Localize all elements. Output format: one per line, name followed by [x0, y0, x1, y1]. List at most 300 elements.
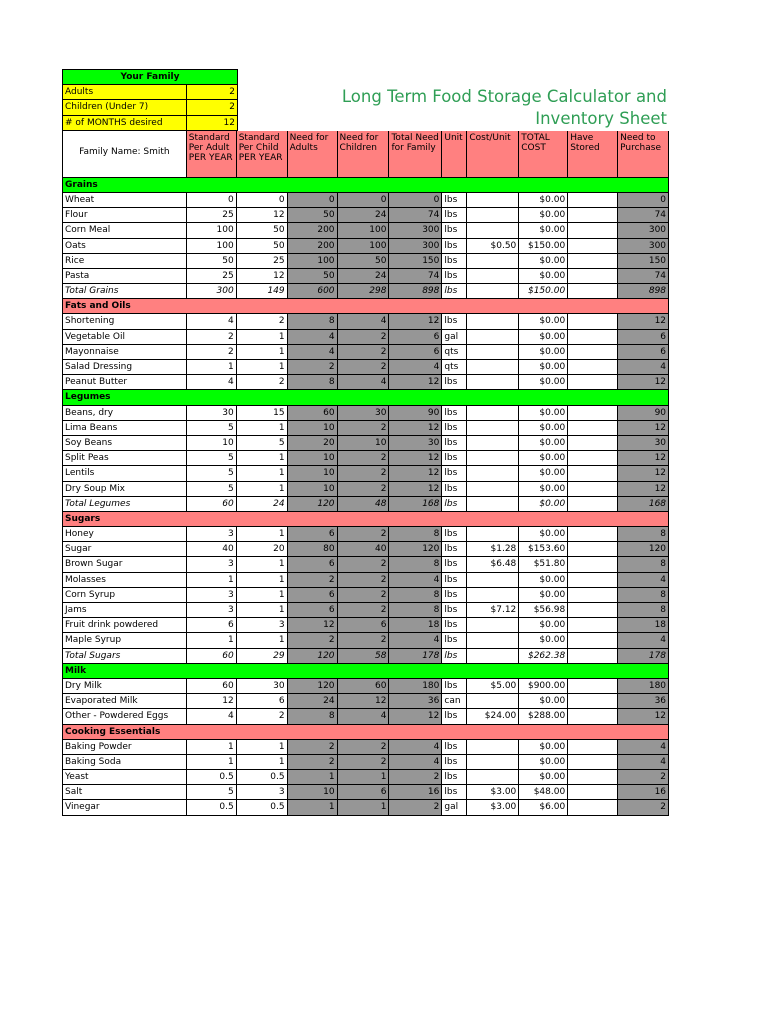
- cell-std-adult[interactable]: 100: [187, 223, 237, 238]
- cell-need-purchase: 12: [618, 709, 669, 724]
- cell-total-cost: $0.00: [519, 451, 568, 466]
- cell-cost-unit[interactable]: [467, 345, 519, 360]
- cell-std-adult[interactable]: 10: [187, 436, 237, 451]
- cell-need-adults: 6: [288, 603, 338, 618]
- cell-have-stored[interactable]: [568, 542, 618, 557]
- cell-total-cost: $0.00: [519, 208, 568, 223]
- cell-unit: lbs: [442, 314, 467, 329]
- total-row: [62, 284, 669, 299]
- cell-std-adult[interactable]: 2: [187, 345, 237, 360]
- cell-std-child[interactable]: 1: [237, 573, 288, 588]
- cell-have-stored[interactable]: [568, 269, 618, 284]
- cell-total-need: 90: [389, 406, 442, 421]
- cell-total-cost: $262.38: [519, 649, 568, 664]
- cell-std-adult[interactable]: 50: [187, 254, 237, 269]
- cell-cost-unit[interactable]: $3.00: [467, 800, 519, 815]
- cell-std-adult[interactable]: 1: [187, 360, 237, 375]
- cell-total-need: 30: [389, 436, 442, 451]
- cell-need-purchase: 898: [618, 284, 669, 299]
- table-row: [62, 360, 669, 375]
- cell-std-adult[interactable]: 3: [187, 603, 237, 618]
- cell-std-adult[interactable]: 4: [187, 314, 237, 329]
- cell-std-child[interactable]: 1: [237, 330, 288, 345]
- cell-need-children: 30: [338, 406, 390, 421]
- cell-std-adult[interactable]: 5: [187, 482, 237, 497]
- cell-have-stored[interactable]: [568, 588, 618, 603]
- table-row: [62, 618, 669, 633]
- cell-std-adult[interactable]: 1: [187, 755, 237, 770]
- cell-unit: lbs: [442, 649, 467, 664]
- cell-have-stored[interactable]: [568, 239, 618, 254]
- table-row: [62, 330, 669, 345]
- cell-item-name: Pasta: [63, 269, 187, 284]
- cell-need-purchase: 4: [618, 740, 669, 755]
- cell-total-cost: $288.00: [519, 709, 568, 724]
- cell-std-child[interactable]: 50: [237, 239, 288, 254]
- cell-need-purchase: 74: [618, 269, 669, 284]
- cell-std-adult[interactable]: 4: [187, 709, 237, 724]
- cell-cost-unit[interactable]: [467, 330, 519, 345]
- cell-need-purchase: 300: [618, 223, 669, 238]
- cell-std-adult[interactable]: 0: [187, 193, 237, 208]
- cell-need-adults: 200: [288, 223, 338, 238]
- cell-std-adult[interactable]: 60: [187, 679, 237, 694]
- cell-total-cost: $0.00: [519, 497, 568, 512]
- cell-need-children: 24: [338, 269, 390, 284]
- section-header: Cooking Essentials: [63, 725, 669, 740]
- cell-item-name: Salt: [63, 785, 187, 800]
- cell-std-adult[interactable]: 5: [187, 421, 237, 436]
- cell-have-stored[interactable]: [568, 360, 618, 375]
- cell-std-child[interactable]: 2: [237, 375, 288, 390]
- cell-std-adult[interactable]: 2: [187, 330, 237, 345]
- cell-std-child[interactable]: 1: [237, 603, 288, 618]
- cell-cost-unit[interactable]: [467, 254, 519, 269]
- cell-cost-unit[interactable]: $0.50: [467, 239, 519, 254]
- cell-std-child[interactable]: 50: [237, 223, 288, 238]
- col-need-children: Need for Children: [338, 131, 390, 178]
- cell-std-child[interactable]: 1: [237, 360, 288, 375]
- cell-need-children: 2: [338, 345, 390, 360]
- cell-unit: lbs: [442, 618, 467, 633]
- cell-have-stored[interactable]: [568, 406, 618, 421]
- cell-total-cost: $0.00: [519, 740, 568, 755]
- cell-std-adult[interactable]: 1: [187, 740, 237, 755]
- cell-unit: lbs: [442, 557, 467, 572]
- cell-have-stored: [568, 284, 618, 299]
- cell-need-adults: 10: [288, 466, 338, 481]
- cell-have-stored[interactable]: [568, 193, 618, 208]
- cell-cost-unit[interactable]: [467, 466, 519, 481]
- table-row: [62, 269, 669, 284]
- cell-have-stored[interactable]: [568, 573, 618, 588]
- cell-cost-unit: [467, 284, 519, 299]
- total-row: [62, 497, 669, 512]
- cell-total-cost: $0.00: [519, 193, 568, 208]
- section-header: Milk: [63, 664, 669, 679]
- cell-need-adults: 20: [288, 436, 338, 451]
- cell-total-cost: $0.00: [519, 770, 568, 785]
- table-row: [62, 694, 669, 709]
- cell-need-children: 0: [338, 193, 390, 208]
- cell-std-child[interactable]: 6: [237, 694, 288, 709]
- cell-std-adult[interactable]: 100: [187, 239, 237, 254]
- cell-std-child[interactable]: 30: [237, 679, 288, 694]
- cell-total-need: 18: [389, 618, 442, 633]
- cell-std-adult: 60: [187, 497, 237, 512]
- cell-total-need: 168: [389, 497, 442, 512]
- cell-total-need: 300: [389, 223, 442, 238]
- cell-std-adult[interactable]: 3: [187, 588, 237, 603]
- cell-have-stored[interactable]: [568, 421, 618, 436]
- cell-need-adults: 120: [288, 497, 338, 512]
- cell-cost-unit[interactable]: $6.48: [467, 557, 519, 572]
- cell-need-purchase: 2: [618, 770, 669, 785]
- cell-total-cost: $900.00: [519, 679, 568, 694]
- cell-cost-unit[interactable]: [467, 740, 519, 755]
- cell-std-child[interactable]: 15: [237, 406, 288, 421]
- cell-need-adults: 8: [288, 709, 338, 724]
- cell-have-stored[interactable]: [568, 618, 618, 633]
- cell-std-adult[interactable]: 5: [187, 785, 237, 800]
- cell-cost-unit[interactable]: $7.12: [467, 603, 519, 618]
- cell-cost-unit[interactable]: $24.00: [467, 709, 519, 724]
- cell-have-stored[interactable]: [568, 254, 618, 269]
- cell-need-children: 58: [338, 649, 390, 664]
- cell-std-child[interactable]: 1: [237, 451, 288, 466]
- cell-need-adults: 80: [288, 542, 338, 557]
- cell-std-child[interactable]: 1: [237, 466, 288, 481]
- cell-std-adult[interactable]: 25: [187, 269, 237, 284]
- cell-std-adult[interactable]: 3: [187, 557, 237, 572]
- cell-cost-unit[interactable]: [467, 618, 519, 633]
- cell-std-child[interactable]: 12: [237, 269, 288, 284]
- cell-item-name: Split Peas: [63, 451, 187, 466]
- cell-std-child[interactable]: 0.5: [237, 800, 288, 815]
- cell-need-purchase: 90: [618, 406, 669, 421]
- cell-unit: lbs: [442, 254, 467, 269]
- cell-cost-unit[interactable]: [467, 755, 519, 770]
- cell-need-children: 2: [338, 633, 390, 648]
- col-std-adult: Standard Per Adult PER YEAR: [187, 131, 237, 178]
- cell-have-stored: [568, 497, 618, 512]
- cell-unit: lbs: [442, 482, 467, 497]
- cell-unit: qts: [442, 360, 467, 375]
- cell-unit: lbs: [442, 527, 467, 542]
- cell-have-stored[interactable]: [568, 208, 618, 223]
- cell-total-cost: $0.00: [519, 694, 568, 709]
- cell-total-cost: $0.00: [519, 466, 568, 481]
- cell-have-stored[interactable]: [568, 557, 618, 572]
- cell-std-child[interactable]: 0.5: [237, 770, 288, 785]
- cell-std-adult[interactable]: 40: [187, 542, 237, 557]
- cell-unit: lbs: [442, 755, 467, 770]
- cell-item-name: Baking Soda: [63, 755, 187, 770]
- cell-total-need: 300: [389, 239, 442, 254]
- cell-have-stored[interactable]: [568, 755, 618, 770]
- cell-need-adults: 2: [288, 633, 338, 648]
- cell-need-adults: 1: [288, 770, 338, 785]
- cell-std-child[interactable]: 0: [237, 193, 288, 208]
- cell-std-child[interactable]: 3: [237, 785, 288, 800]
- cell-std-child[interactable]: 5: [237, 436, 288, 451]
- cell-need-purchase: 4: [618, 633, 669, 648]
- cell-need-children: 2: [338, 755, 390, 770]
- cell-need-children: 2: [338, 451, 390, 466]
- cell-need-adults: 50: [288, 269, 338, 284]
- cell-std-adult[interactable]: 0.5: [187, 770, 237, 785]
- cell-need-children: 298: [338, 284, 390, 299]
- section-row: [62, 299, 669, 314]
- cell-cost-unit[interactable]: [467, 360, 519, 375]
- cell-need-purchase: 168: [618, 497, 669, 512]
- cell-have-stored: [568, 649, 618, 664]
- table-row: [62, 193, 669, 208]
- table-row: [62, 557, 669, 572]
- cell-std-child[interactable]: 2: [237, 314, 288, 329]
- cell-have-stored[interactable]: [568, 451, 618, 466]
- cell-std-child[interactable]: 1: [237, 421, 288, 436]
- cell-item-name: Beans, dry: [63, 406, 187, 421]
- cell-cost-unit[interactable]: [467, 436, 519, 451]
- table-row: [62, 755, 669, 770]
- cell-cost-unit[interactable]: $5.00: [467, 679, 519, 694]
- cell-have-stored[interactable]: [568, 223, 618, 238]
- table-row: [62, 573, 669, 588]
- cell-std-child[interactable]: 12: [237, 208, 288, 223]
- cell-need-purchase: 12: [618, 421, 669, 436]
- cell-std-adult[interactable]: 25: [187, 208, 237, 223]
- cell-total-need: 2: [389, 800, 442, 815]
- cell-std-adult[interactable]: 1: [187, 633, 237, 648]
- cell-need-adults: 0: [288, 193, 338, 208]
- cell-cost-unit[interactable]: [467, 421, 519, 436]
- cell-need-purchase: 6: [618, 330, 669, 345]
- cell-have-stored[interactable]: [568, 436, 618, 451]
- cell-item-name: Fruit drink powdered: [63, 618, 187, 633]
- cell-need-purchase: 30: [618, 436, 669, 451]
- cell-have-stored[interactable]: [568, 603, 618, 618]
- cell-total-need: 6: [389, 330, 442, 345]
- section-row: [62, 664, 669, 679]
- cell-cost-unit[interactable]: [467, 193, 519, 208]
- cell-total-cost: $48.00: [519, 785, 568, 800]
- cell-unit: lbs: [442, 193, 467, 208]
- cell-need-purchase: 12: [618, 451, 669, 466]
- cell-cost-unit[interactable]: [467, 451, 519, 466]
- cell-std-adult[interactable]: 1: [187, 573, 237, 588]
- cell-cost-unit[interactable]: [467, 208, 519, 223]
- cell-std-adult[interactable]: 5: [187, 466, 237, 481]
- table-row: [62, 633, 669, 648]
- cell-cost-unit[interactable]: [467, 406, 519, 421]
- adults-input[interactable]: 2: [187, 85, 238, 100]
- cell-cost-unit[interactable]: [467, 223, 519, 238]
- cell-total-cost: $0.00: [519, 482, 568, 497]
- cell-have-stored[interactable]: [568, 527, 618, 542]
- cell-item-name: Lima Beans: [63, 421, 187, 436]
- cell-need-purchase: 12: [618, 314, 669, 329]
- cell-unit: lbs: [442, 451, 467, 466]
- cell-need-purchase: 8: [618, 588, 669, 603]
- cell-std-child[interactable]: 1: [237, 482, 288, 497]
- col-cost-unit: Cost/Unit: [467, 131, 519, 178]
- cell-cost-unit[interactable]: $1.28: [467, 542, 519, 557]
- cell-need-purchase: 16: [618, 785, 669, 800]
- cell-cost-unit[interactable]: [467, 314, 519, 329]
- cell-std-child[interactable]: 2: [237, 709, 288, 724]
- cell-total-cost: $0.00: [519, 345, 568, 360]
- cell-have-stored[interactable]: [568, 633, 618, 648]
- cell-unit: lbs: [442, 679, 467, 694]
- cell-need-purchase: 4: [618, 573, 669, 588]
- cell-need-children: 48: [338, 497, 390, 512]
- table-row: [62, 208, 669, 223]
- table-body: [62, 178, 669, 816]
- cell-need-children: 2: [338, 466, 390, 481]
- cell-std-adult[interactable]: 4: [187, 375, 237, 390]
- family-name-cell[interactable]: Family Name: Smith: [63, 131, 187, 178]
- cell-need-adults: 120: [288, 679, 338, 694]
- cell-have-stored[interactable]: [568, 482, 618, 497]
- cell-need-purchase: 120: [618, 542, 669, 557]
- cell-need-adults: 10: [288, 482, 338, 497]
- cell-item-name: Dry Milk: [63, 679, 187, 694]
- col-unit: Unit: [442, 131, 467, 178]
- cell-cost-unit[interactable]: [467, 573, 519, 588]
- months-input[interactable]: 12: [187, 116, 238, 131]
- cell-total-cost: $0.00: [519, 254, 568, 269]
- cell-need-adults: 60: [288, 406, 338, 421]
- children-input[interactable]: 2: [187, 100, 238, 115]
- cell-have-stored[interactable]: [568, 709, 618, 724]
- cell-have-stored[interactable]: [568, 694, 618, 709]
- your-family-header: Your Family: [63, 70, 238, 85]
- cell-item-name: Yeast: [63, 770, 187, 785]
- cell-need-adults: 50: [288, 208, 338, 223]
- cell-need-adults: 200: [288, 239, 338, 254]
- cell-std-adult[interactable]: 30: [187, 406, 237, 421]
- cell-have-stored[interactable]: [568, 740, 618, 755]
- cell-std-child[interactable]: 1: [237, 345, 288, 360]
- cell-have-stored[interactable]: [568, 800, 618, 815]
- cell-std-adult[interactable]: 0.5: [187, 800, 237, 815]
- cell-unit: lbs: [442, 223, 467, 238]
- table-row: [62, 223, 669, 238]
- cell-have-stored[interactable]: [568, 466, 618, 481]
- cell-item-name: Other - Powdered Eggs: [63, 709, 187, 724]
- cell-cost-unit[interactable]: [467, 588, 519, 603]
- cell-item-name: Rice: [63, 254, 187, 269]
- cell-need-adults: 6: [288, 527, 338, 542]
- cell-std-child[interactable]: 1: [237, 527, 288, 542]
- cell-item-name: Baking Powder: [63, 740, 187, 755]
- cell-unit: lbs: [442, 542, 467, 557]
- cell-unit: lbs: [442, 406, 467, 421]
- cell-have-stored[interactable]: [568, 375, 618, 390]
- cell-cost-unit[interactable]: [467, 482, 519, 497]
- cell-std-child[interactable]: 20: [237, 542, 288, 557]
- cell-cost-unit[interactable]: [467, 527, 519, 542]
- cell-std-child[interactable]: 1: [237, 740, 288, 755]
- cell-have-stored[interactable]: [568, 679, 618, 694]
- cell-total-cost: $0.00: [519, 406, 568, 421]
- cell-std-adult[interactable]: 3: [187, 527, 237, 542]
- cell-cost-unit[interactable]: [467, 375, 519, 390]
- cell-have-stored[interactable]: [568, 345, 618, 360]
- cell-unit: lbs: [442, 633, 467, 648]
- cell-cost-unit[interactable]: [467, 269, 519, 284]
- cell-need-purchase: 6: [618, 345, 669, 360]
- cell-total-need: 12: [389, 466, 442, 481]
- cell-total-need: 12: [389, 451, 442, 466]
- cell-need-adults: 120: [288, 649, 338, 664]
- cell-total-cost: $0.00: [519, 223, 568, 238]
- cell-std-child[interactable]: 1: [237, 755, 288, 770]
- table-row: [62, 239, 669, 254]
- cell-need-adults: 4: [288, 330, 338, 345]
- cell-std-adult[interactable]: 6: [187, 618, 237, 633]
- cell-item-name: Molasses: [63, 573, 187, 588]
- cell-cost-unit[interactable]: [467, 694, 519, 709]
- cell-unit: gal: [442, 330, 467, 345]
- cell-std-adult[interactable]: 5: [187, 451, 237, 466]
- cell-item-name: Dry Soup Mix: [63, 482, 187, 497]
- cell-std-child[interactable]: 1: [237, 633, 288, 648]
- cell-total-cost: $0.00: [519, 314, 568, 329]
- cell-total-need: 6: [389, 345, 442, 360]
- col-total-cost: TOTAL COST: [519, 131, 568, 178]
- cell-total-need: 74: [389, 269, 442, 284]
- cell-std-child[interactable]: 25: [237, 254, 288, 269]
- cell-std-child[interactable]: 1: [237, 557, 288, 572]
- cell-need-purchase: 4: [618, 755, 669, 770]
- cell-total-cost: $6.00: [519, 800, 568, 815]
- cell-need-children: 40: [338, 542, 390, 557]
- cell-std-child[interactable]: 1: [237, 588, 288, 603]
- cell-total-cost: $150.00: [519, 284, 568, 299]
- total-row: [62, 649, 669, 664]
- section-row: [62, 390, 669, 405]
- cell-total-cost: $56.98: [519, 603, 568, 618]
- table-row: [62, 709, 669, 724]
- cell-item-name: Shortening: [63, 314, 187, 329]
- cell-item-name: Corn Syrup: [63, 588, 187, 603]
- cell-have-stored[interactable]: [568, 314, 618, 329]
- cell-unit: lbs: [442, 573, 467, 588]
- table-row: [62, 436, 669, 451]
- cell-item-name: Salad Dressing: [63, 360, 187, 375]
- cell-have-stored[interactable]: [568, 330, 618, 345]
- cell-cost-unit[interactable]: $3.00: [467, 785, 519, 800]
- cell-unit: lbs: [442, 436, 467, 451]
- cell-total-cost: $0.00: [519, 375, 568, 390]
- table-row: [62, 800, 669, 815]
- cell-need-children: 24: [338, 208, 390, 223]
- cell-total-need: 4: [389, 633, 442, 648]
- cell-cost-unit[interactable]: [467, 633, 519, 648]
- cell-need-purchase: 150: [618, 254, 669, 269]
- cell-total-cost: $0.00: [519, 421, 568, 436]
- cell-need-children: 2: [338, 573, 390, 588]
- cell-need-adults: 2: [288, 573, 338, 588]
- cell-std-adult[interactable]: 12: [187, 694, 237, 709]
- cell-std-child[interactable]: 3: [237, 618, 288, 633]
- cell-have-stored[interactable]: [568, 785, 618, 800]
- cell-need-adults: 2: [288, 740, 338, 755]
- cell-cost-unit[interactable]: [467, 770, 519, 785]
- cell-have-stored[interactable]: [568, 770, 618, 785]
